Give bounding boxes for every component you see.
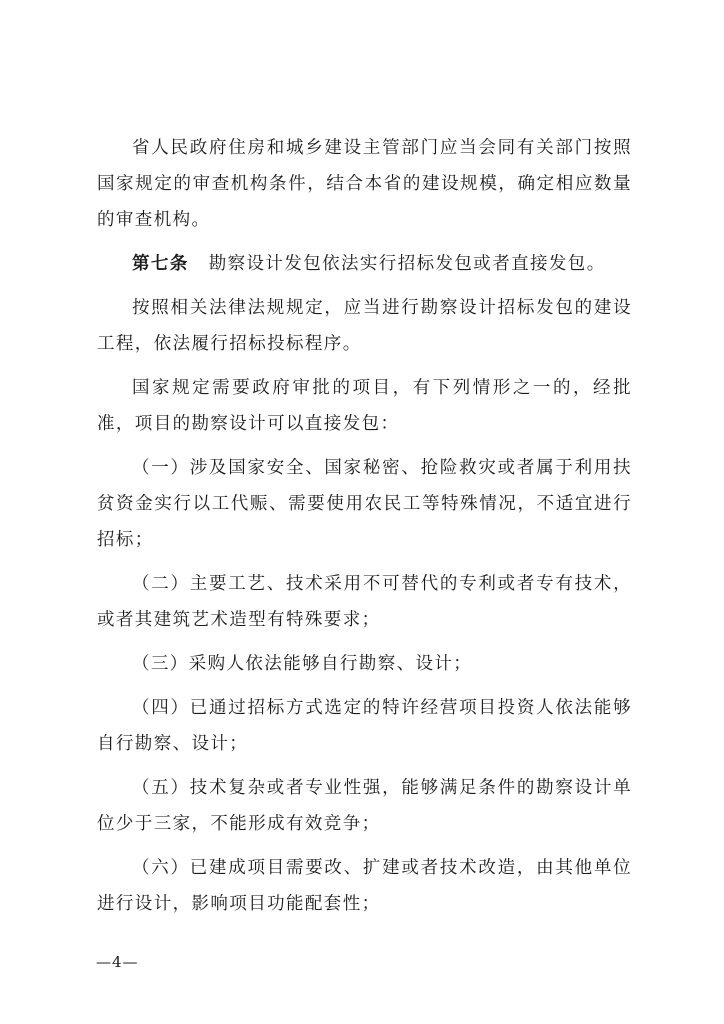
article-number: 第七条 bbox=[132, 254, 189, 274]
list-item-5: （五）技术复杂或者专业性强，能够满足条件的勘察设计单位少于三家，不能形成有效竞争； bbox=[97, 778, 632, 834]
article-seven bbox=[97, 246, 632, 282]
list-item-3: （三）采购人依法能够自行勘察、设计； bbox=[132, 654, 473, 674]
list-item-1: （一）涉及国家安全、国家秘密、抢险救灾或者属于利用扶贫资金实行以工代赈、需要使用农民工等特殊情况，不适宜进行招标； bbox=[97, 458, 632, 550]
article-seven-text: 勘察设计发包依法实行招标发包或者直接发包。 bbox=[208, 254, 606, 274]
paragraph-direct-contract-conditions: 国家规定需要政府审批的项目，有下列情形之一的，经批准，项目的勘察设计可以直接发包： bbox=[97, 378, 632, 434]
page-number: —4— bbox=[96, 953, 139, 971]
paragraph-bidding-required: 按照相关法律法规规定，应当进行勘察设计招标发包的建设工程，依法履行招标投标程序。 bbox=[97, 298, 632, 354]
list-item-4: （四）已通过招标方式选定的特许经营项目投资人依法能够自行勘察、设计； bbox=[97, 698, 632, 754]
list-item-2: （二）主要工艺、技术采用不可替代的专利或者专有技术，或者其建筑艺术造型有特殊要求； bbox=[97, 574, 632, 630]
list-item-6: （六）已建成项目需要改、扩建或者技术改造，由其他单位进行设计，影响项目功能配套性； bbox=[97, 858, 632, 914]
document-body bbox=[97, 130, 632, 930]
paragraph-review-agencies: 省人民政府住房和城乡建设主管部门应当会同有关部门按照国家规定的审查机构条件，结合本省的建设规模，确定相应数量的审查机构。 bbox=[97, 138, 632, 230]
